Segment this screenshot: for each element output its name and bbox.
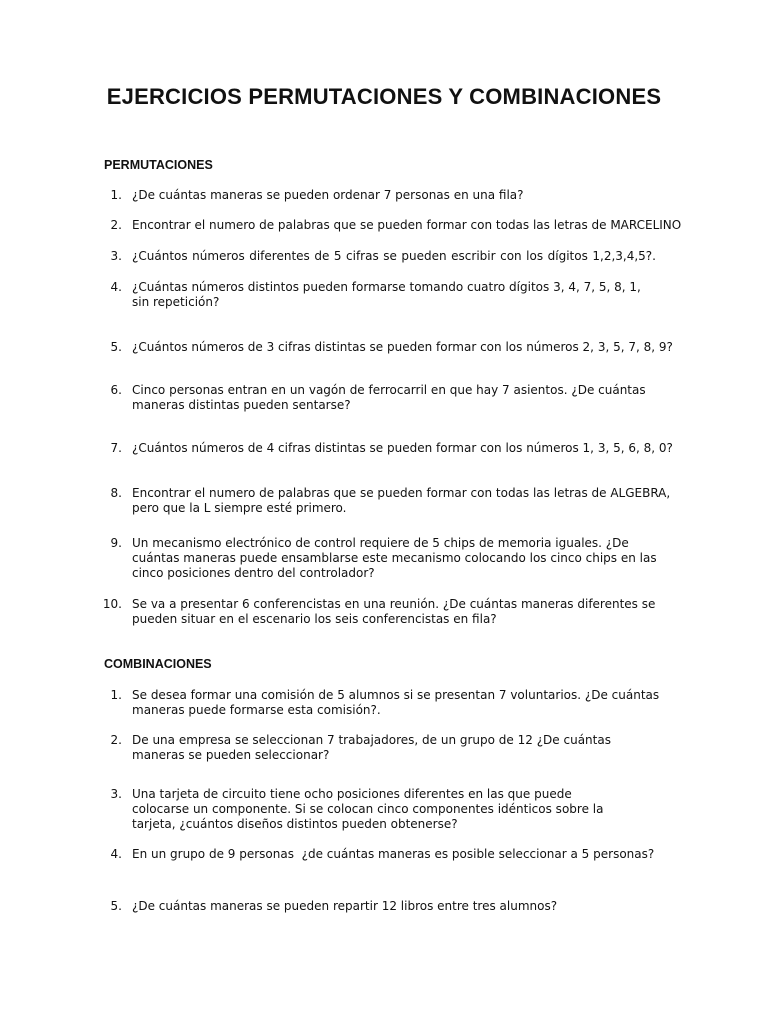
item-number: 4. xyxy=(110,847,122,861)
item-text: ¿De cuántas maneras se pueden ordenar 7 personas en una fila? xyxy=(132,188,524,202)
item-number: 7. xyxy=(110,441,122,455)
item-text: ¿Cuántos números de 3 cifras distintas se pueden formar con los números 2, 3, 5, 7, 8, 9? xyxy=(132,340,673,354)
item-text: ¿Cuántos números de 4 cifras distintas se pueden formar con los números 1, 3, 5, 6, 8, 0? xyxy=(132,441,673,455)
item-text: ¿Cuántos números diferentes de 5 cifras se pueden escribir con los dígitos 1,2,3,4,5?. xyxy=(132,249,656,263)
item-text: Cinco personas entran en un vagón de ferrocarril en que hay 7 asientos. ¿De cuántas maneras distintas pueden sentarse? xyxy=(132,383,646,412)
item-number: 2. xyxy=(110,218,122,232)
item-number: 3. xyxy=(110,249,122,263)
item-number: 2. xyxy=(110,733,122,747)
item-text: De una empresa se seleccionan 7 trabajadores, de un grupo de 12 ¿De cuántas maneras se pueden seleccionar? xyxy=(132,733,611,762)
item-text: Se desea formar una comisión de 5 alumnos si se presentan 7 voluntarios. ¿De cuántas maneras puede formarse esta comisión?. xyxy=(132,688,660,717)
item-text: ¿Cuántas números distintos pueden formarse tomando cuatro dígitos 3, 4, 7, 5, 8, 1, sin repetición? xyxy=(132,280,641,309)
item-text: Una tarjeta de circuito tiene ocho posiciones diferentes en las que puede colocarse un componente. Si se colocan cinco componentes idénticos sobre la tarjeta, ¿cuántos diseños distintos pueden obtenerse? xyxy=(132,787,604,831)
section-heading-combinaciones: COMBINACIONES xyxy=(104,657,212,671)
item-text: ¿De cuántas maneras se pueden repartir 12 libros entre tres alumnos? xyxy=(132,899,558,913)
item-text: Se va a presentar 6 conferencistas en una reunión. ¿De cuántas maneras diferentes se pueden situar en el escenario los seis conferencistas en fila? xyxy=(132,597,656,626)
item-text: Encontrar el numero de palabras que se pueden formar con todas las letras de ALGEBRA, pero que la L siempre esté primero. xyxy=(132,486,671,515)
item-number: 1. xyxy=(110,688,122,702)
item-number: 1. xyxy=(110,188,122,202)
item-text: Encontrar el numero de palabras que se pueden formar con todas las letras de MARCELINO xyxy=(132,218,682,232)
item-number: 4. xyxy=(110,280,122,294)
page-title: EJERCICIOS PERMUTACIONES Y COMBINACIONES xyxy=(106,84,662,109)
section-heading-permutaciones: PERMUTACIONES xyxy=(104,158,213,172)
item-number: 10. xyxy=(102,597,122,611)
item-text: Un mecanismo electrónico de control requiere de 5 chips de memoria iguales. ¿De cuántas maneras puede ensamblarse este mecanismo colocando los cinco chips en las cinco posiciones dentro del controlador? xyxy=(132,536,657,580)
item-number: 5. xyxy=(110,340,122,354)
item-number: 3. xyxy=(110,787,122,801)
item-number: 6. xyxy=(110,383,122,397)
item-number: 9. xyxy=(110,536,122,550)
item-text: En un grupo de 9 personas ¿de cuántas maneras es posible seleccionar a 5 personas? xyxy=(132,847,655,861)
item-number: 8. xyxy=(110,486,122,500)
item-number: 5. xyxy=(110,899,122,913)
